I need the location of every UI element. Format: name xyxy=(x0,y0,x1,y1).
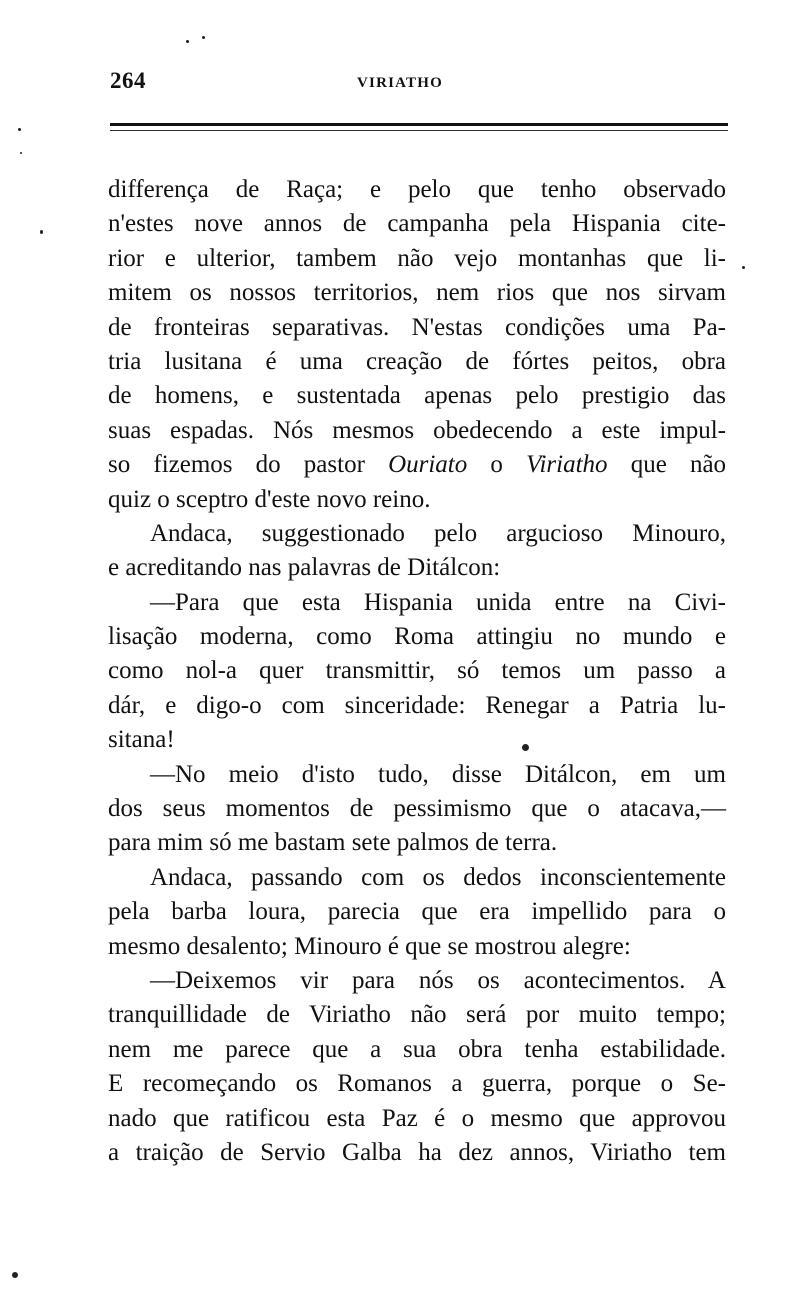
header-rule-thick xyxy=(110,123,728,126)
italic-name-ouriato: Ouriato xyxy=(388,451,468,479)
italic-name-viriatho: Viriatho xyxy=(526,451,608,479)
text-line: para mim só me bastam sete palmos de terra. xyxy=(108,829,558,857)
text-line: suas espadas. Nós mesmos obedecendo a este impul- xyxy=(108,416,726,444)
scan-speck xyxy=(522,744,529,751)
text-line: lisação moderna, como Roma attingiu no mundo e xyxy=(108,623,726,651)
text-line: tria lusitana é uma creação de fórtes peitos, obra xyxy=(108,347,726,375)
running-head-title: VIRIATHO xyxy=(357,75,443,91)
scan-speck xyxy=(18,128,21,131)
text-line: sitana! xyxy=(108,726,175,754)
text-line: de fronteiras separativas. N'estas condições uma Pa- xyxy=(108,313,726,341)
text-line: tranquillidade de Viriatho não será por muito tempo; xyxy=(108,1001,726,1029)
text-line: rior e ulterior, tambem não vejo montanhas que li- xyxy=(108,244,726,272)
text-line: —Para que esta Hispania unida entre na Civi- xyxy=(150,588,726,616)
text-fragment: que não xyxy=(630,451,727,479)
text-line: n'estes nove annos de campanha pela Hispania cite- xyxy=(108,210,726,238)
scan-speck xyxy=(20,152,22,154)
text-line: de homens, e sustentada apenas pelo prestigio das xyxy=(108,382,726,410)
text-line: nem me parece que a sua obra tenha estabilidade. xyxy=(108,1035,726,1063)
text-line: differença de Raça; e pelo que tenho observado xyxy=(108,176,726,203)
text-line: e acreditando nas palavras de Ditálcon: xyxy=(108,554,501,582)
text-line: E recomeçando os Romanos a guerra, porque o Se- xyxy=(108,1070,726,1098)
text-line: como nol-a quer transmittir, só temos um passo a xyxy=(108,657,726,685)
text-line: —No meio d'isto tudo, disse Ditálcon, em um xyxy=(150,760,726,788)
text-line: Andaca, passando com os dedos inconscientemente xyxy=(150,863,726,891)
text-line: dár, e digo-o com sinceridade: Renegar a Patria lu- xyxy=(108,691,726,719)
text-line: —Deixemos vir para nós os acontecimentos. A xyxy=(150,966,726,994)
text-line: nado que ratificou esta Paz é o mesmo que approvou xyxy=(108,1104,726,1132)
text-fragment: o xyxy=(490,451,503,479)
scan-speck xyxy=(202,36,205,39)
scan-speck xyxy=(40,230,43,234)
text-line-with-names xyxy=(108,448,726,482)
text-line: pela barba loura, parecia que era impellido para o xyxy=(108,898,726,926)
text-line: quiz o sceptro d'este novo reino. xyxy=(108,485,431,513)
header-rule-thin xyxy=(110,130,728,131)
scan-speck xyxy=(186,40,189,43)
text-line: dos seus momentos de pessimismo que o atacava,— xyxy=(108,795,726,823)
page-number: 264 xyxy=(110,68,146,93)
text-line: Andaca, suggestionado pelo argucioso Minouro, xyxy=(150,519,726,547)
text-fragment: so fizemos do pastor xyxy=(108,451,365,479)
text-line: a traição de Servio Galba ha dez annos, Viriatho tem xyxy=(108,1138,726,1166)
text-line: mitem os nossos territorios, nem rios que nos sirvam xyxy=(108,279,726,307)
text-line: mesmo desalento; Minouro é que se mostrou alegre: xyxy=(108,932,631,960)
scan-speck xyxy=(742,266,745,269)
scan-speck xyxy=(12,1272,18,1278)
body-text xyxy=(108,173,726,1170)
